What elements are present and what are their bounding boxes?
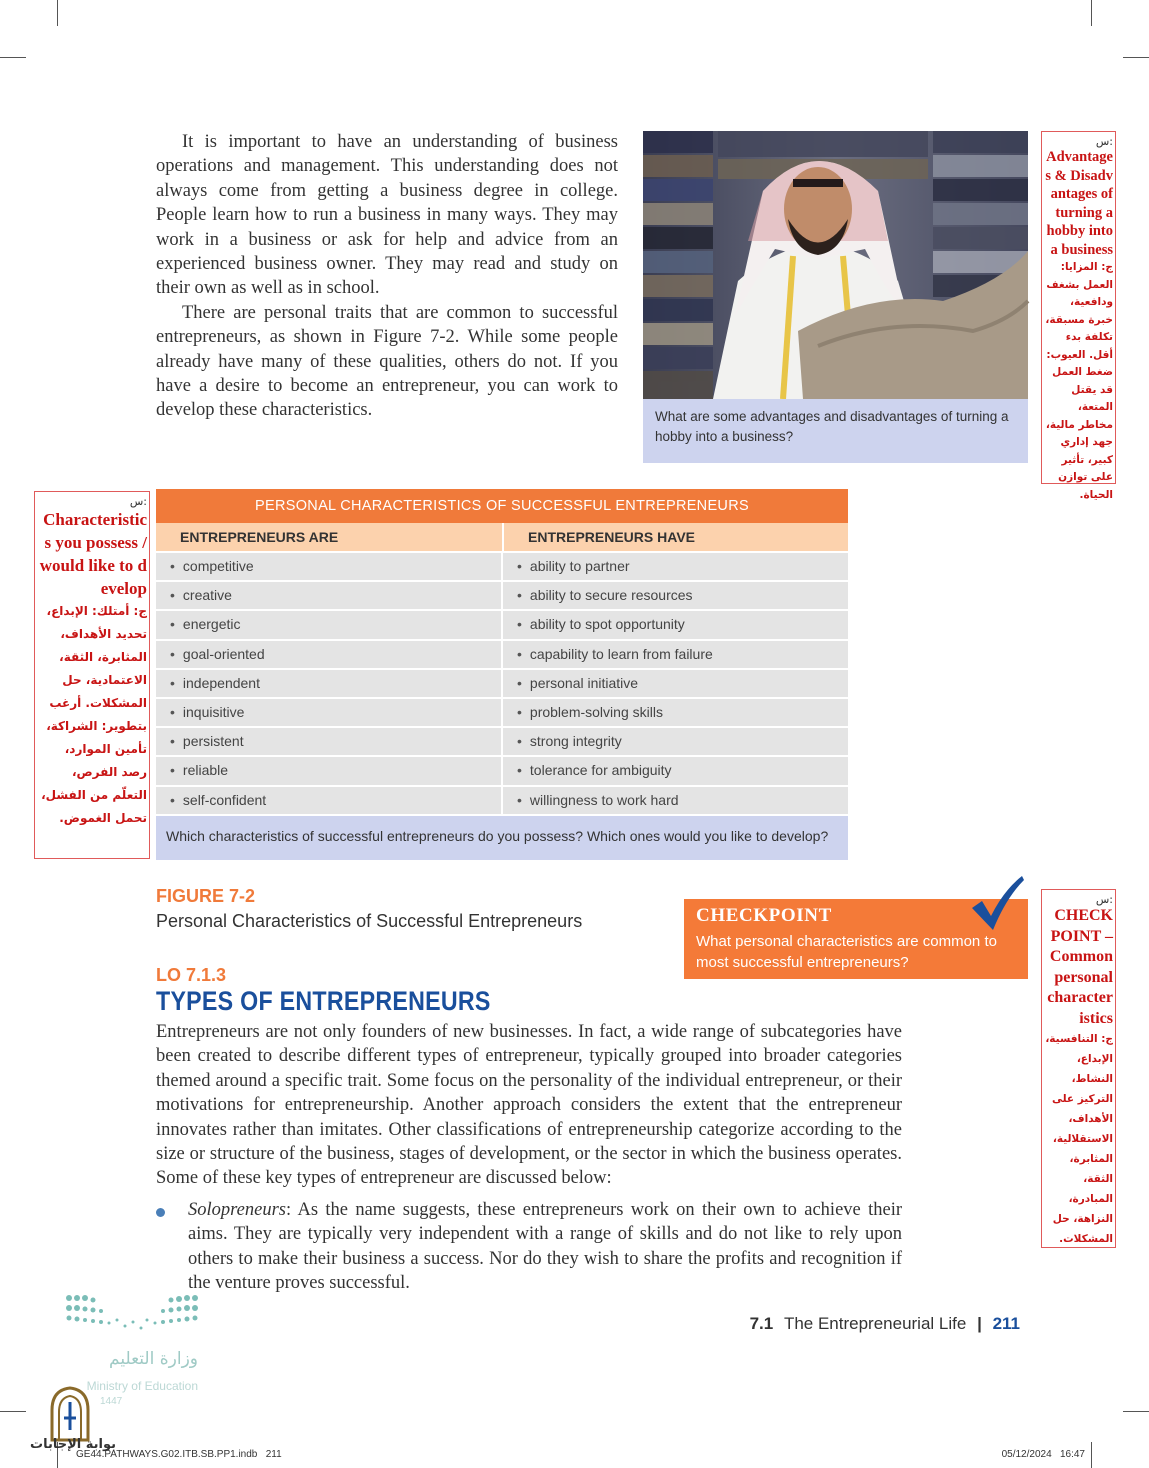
column-header-have: ENTREPRENEURS HAVE [502, 523, 848, 551]
section-heading: TYPES OF ENTREPRENEURS [156, 986, 491, 1016]
note-answer-text: ج: أمتلك: الإبداع، تحديد الأهداف، المثابرة، الثقة، الاعتمادية، حل المشكلات. أرغب بتطوير: الشراكة، تأمين الموارد، رصد الفرص، التعلّم من الفشل، تحمل الغموض. [41, 604, 147, 825]
note-question-mark: س: [1095, 893, 1113, 906]
list-item: • competitive [156, 551, 501, 580]
list-item: • independent [156, 668, 501, 697]
list-item: • ability to partner [503, 551, 848, 580]
footer-chapter-title: The Entrepreneurial Life [783, 1314, 967, 1333]
list-item: • ability to spot opportunity [503, 609, 848, 638]
list-item: • willingness to work hard [503, 785, 848, 814]
watermark-text: بوابة الإجابات [30, 1437, 116, 1452]
figure-body [156, 551, 848, 814]
list-item: • reliable [156, 755, 501, 784]
intro-paragraph-1: It is important to have an understanding of business operations and management. This understanding does not always come from getting a business degree in college. People learn how to run a business in many ways. They may work in a business or ask for help and advice from an experienced business owner. They may read and study on their own as well as in school. [156, 132, 618, 299]
note-answer-text: ج: المزايا: العمل بشغف ودافعية، خبرة مسبقة، تكلفة بدء أقل. العيوب: ضغط العمل قد يقتل المتعة، مخاطر مالية، جهد إداري كبير، تأثير على توازن الحياة. [1045, 261, 1113, 501]
watermark-logo-icon [48, 1386, 92, 1442]
figure-name: Personal Characteristics of Successful Entrepreneurs [156, 911, 583, 931]
bullet-solopreneurs [156, 1198, 902, 1296]
footer-section-number: 7.1 [749, 1314, 774, 1333]
checkpoint-title: CHECKPOINT [696, 905, 832, 926]
column-are [156, 551, 501, 814]
crop-mark [1091, 0, 1092, 26]
note-question-text: CHECK POINT – Common personal characteristics [1047, 907, 1113, 1027]
list-item: • creative [156, 580, 501, 609]
figure-label: FIGURE 7-2 [156, 886, 256, 906]
note-hobby-business [1041, 131, 1116, 501]
note-question-text: Characteristics you possess / would like to develop [39, 510, 147, 598]
list-item: • goal-oriented [156, 639, 501, 668]
note-question-mark: س: [1095, 135, 1113, 148]
note-question-text: Advantages & Disadvantages of turning a hobby into a business [1045, 149, 1113, 258]
learning-objective: LO 7.1.3 [156, 965, 227, 985]
note-checkpoint [1041, 889, 1116, 1248]
list-item: • personal initiative [503, 668, 848, 697]
note-characteristics [34, 491, 150, 859]
bullet-term: Solopreneurs [188, 1200, 286, 1220]
list-item: • self-confident [156, 785, 501, 814]
page-number: 211 [992, 1314, 1020, 1333]
column-header-are: ENTREPRENEURS ARE [180, 529, 339, 545]
intro-text [156, 130, 618, 423]
list-item: • strong integrity [503, 726, 848, 755]
figure-title: PERSONAL CHARACTERISTICS OF SUCCESSFUL ENTREPRENEURS [156, 489, 848, 523]
print-date-info: 05/12/2024 16:47 [1001, 1449, 1085, 1460]
crop-mark [57, 0, 58, 26]
crop-mark [1123, 57, 1149, 58]
crop-mark [1123, 1411, 1149, 1412]
bullet-text: : As the name suggests, these entrepreneurs work on their own to achieve their aims. They are typically very independent with a range of skills and do not like to rely upon others to make their business a success. Nor do they wish to share the profits and recognition if the venture proves successful. [188, 1200, 902, 1294]
page-footer [600, 1314, 1020, 1334]
crop-mark [0, 1411, 26, 1412]
figure-7-2-table [156, 489, 848, 860]
ministry-year: 1447 [100, 1396, 123, 1407]
list-item: • energetic [156, 609, 501, 638]
list-item: • ability to secure resources [503, 580, 848, 609]
print-file-info: GE44.PATHWAYS.G02.ITB.SB.PP1.indb 211 [76, 1449, 282, 1460]
checkmark-icon [966, 874, 1026, 932]
list-item: • inquisitive [156, 697, 501, 726]
list-item: • capability to learn from failure [503, 639, 848, 668]
photo-man-with-fabric [643, 131, 1028, 399]
ministry-name-arabic: وزارة التعليم [109, 1349, 198, 1369]
ministry-name-english: Ministry of Education [86, 1379, 198, 1393]
list-item: • persistent [156, 726, 501, 755]
figure-column-headers [156, 523, 848, 551]
photo-caption: What are some advantages and disadvantages of turning a hobby into a business? [643, 399, 1028, 463]
section-body: Entrepreneurs are not only founders of new businesses. In fact, a wide range of subcategories have been created to describe different types of entrepreneur, typically grouped into broader categories themed around a specific trait. Some focus on the personality of the individual entrepreneur, or their motivations for entrepreneurship. Another approach considers the extent that the entrepreneur innovates rather than imitates. Other classifications of entrepreneurship categorize according to the size or structure of the business, stages of development, or the sector in which the business operates. Some of these key types of entrepreneur are discussed below: [156, 1022, 902, 1189]
ministry-dots-logo-icon [64, 1292, 200, 1340]
list-item: • tolerance for ambiguity [503, 755, 848, 784]
footer-separator: | [977, 1314, 982, 1333]
list-item: • problem-solving skills [503, 697, 848, 726]
note-question-mark: س: [129, 495, 147, 508]
crop-mark [0, 57, 26, 58]
intro-paragraph-2: There are personal traits that are common to successful entrepreneurs, as shown in Figure 7-2. While some people already have many of these qualities, others do not. If you have a desire to become an entrepreneur, you can work to develop these characteristics. [156, 302, 618, 421]
bullet-icon [156, 1208, 165, 1217]
checkpoint-question: What personal characteristics are common to most successful entrepreneurs? [696, 933, 997, 971]
crop-mark [1091, 1442, 1092, 1468]
column-have [501, 551, 848, 814]
figure-caption-question: Which characteristics of successful entrepreneurs do you possess? Which ones would you like to develop? [156, 814, 848, 860]
note-answer-text: ج: التنافسية، الإبداع، النشاط، التركيز على الأهداف، الاستقلالية، المثابرة، الثقة، المبادرة، النزاهة، حل المشكلات. [1045, 1033, 1113, 1245]
